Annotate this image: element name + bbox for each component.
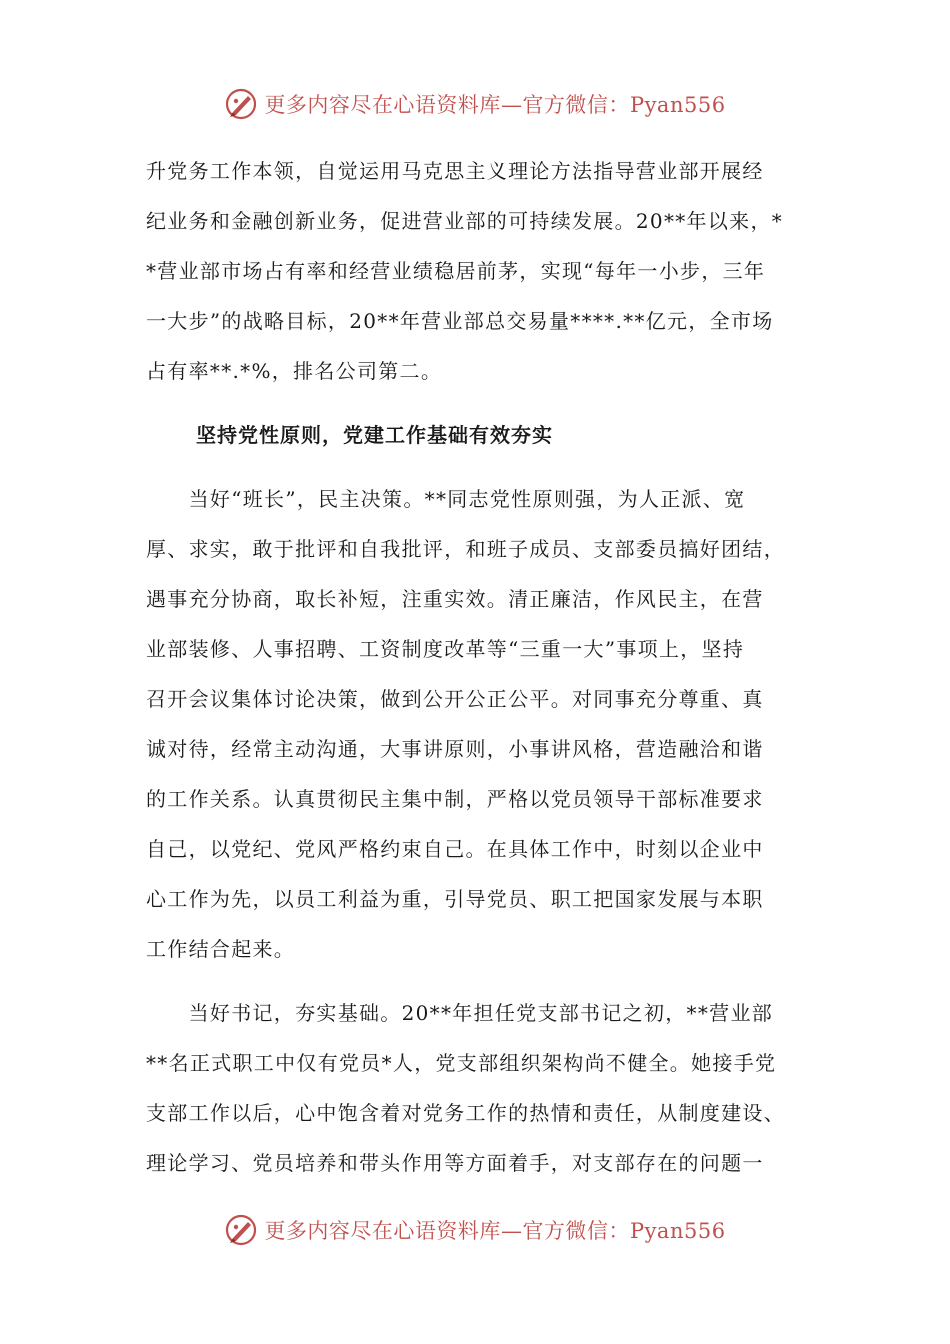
header-watermark [0,84,950,124]
paragraph-2: 当好“班长”，民主决策。**同志党性原则强，为人正派、宽 厚、求实，敢于批评和自我批评，和班子成员、支部委员搞好团结， 遇事充分协商，取长补短，注重实效。清正廉洁，作风民主，在营 业部装修、人事招聘、工资制度改革等“三重一大”事项上，坚持 召开会议集体讨论决策，做到公开公正公平。对同事充分尊重、真 诚对待，经常主动沟通，大事讲原则，小事讲风格，营造融洽和谐 的工作关系。认真贯彻民主集中制，严格以党员领导干部标准要求 自己，以党纪、党风严格约束自己。在具体工作中，时刻以企业中 心工作为先，以员工利益为重，引导党员、职工把国家发展与本职 工作结合起来。 [146,487,785,961]
watermark-text: 更多内容尽在心语资料库—官方微信：Pyan556 [264,93,726,117]
paragraph-3: 当好书记，夯实基础。20**年担任党支部书记之初，**营业部 **名正式职工中仅有党员*人，党支部组织架构尚不健全。她接手党 支部工作以后，心中饱含着对党务工作的热情和责任，从制度建设、 理论学习、党员培养和带头作用等方面着手，对支部存在的问题一 [146,1001,785,1175]
watermark-text: 更多内容尽在心语资料库—官方微信：Pyan556 [264,1219,726,1243]
section-heading: 坚持党性原则，党建工作基础有效夯实 [196,423,553,447]
pen-logo-icon [224,87,258,121]
document-body [146,146,806,1188]
paragraph-1: 升党务工作本领，自觉运用马克思主义理论方法指导营业部开展经 纪业务和金融创新业务，促进营业部的可持续发展。20**年以来，* *营业部市场占有率和经营业绩稳居前茅，实现“每年一小步，三年 一大步”的战略目标，20**年营业部总交易量****.**亿元，全市场 占有率**.*%，排名公司第二。 [146,159,784,383]
pen-logo-icon [224,1213,258,1247]
footer-watermark [0,1210,950,1250]
